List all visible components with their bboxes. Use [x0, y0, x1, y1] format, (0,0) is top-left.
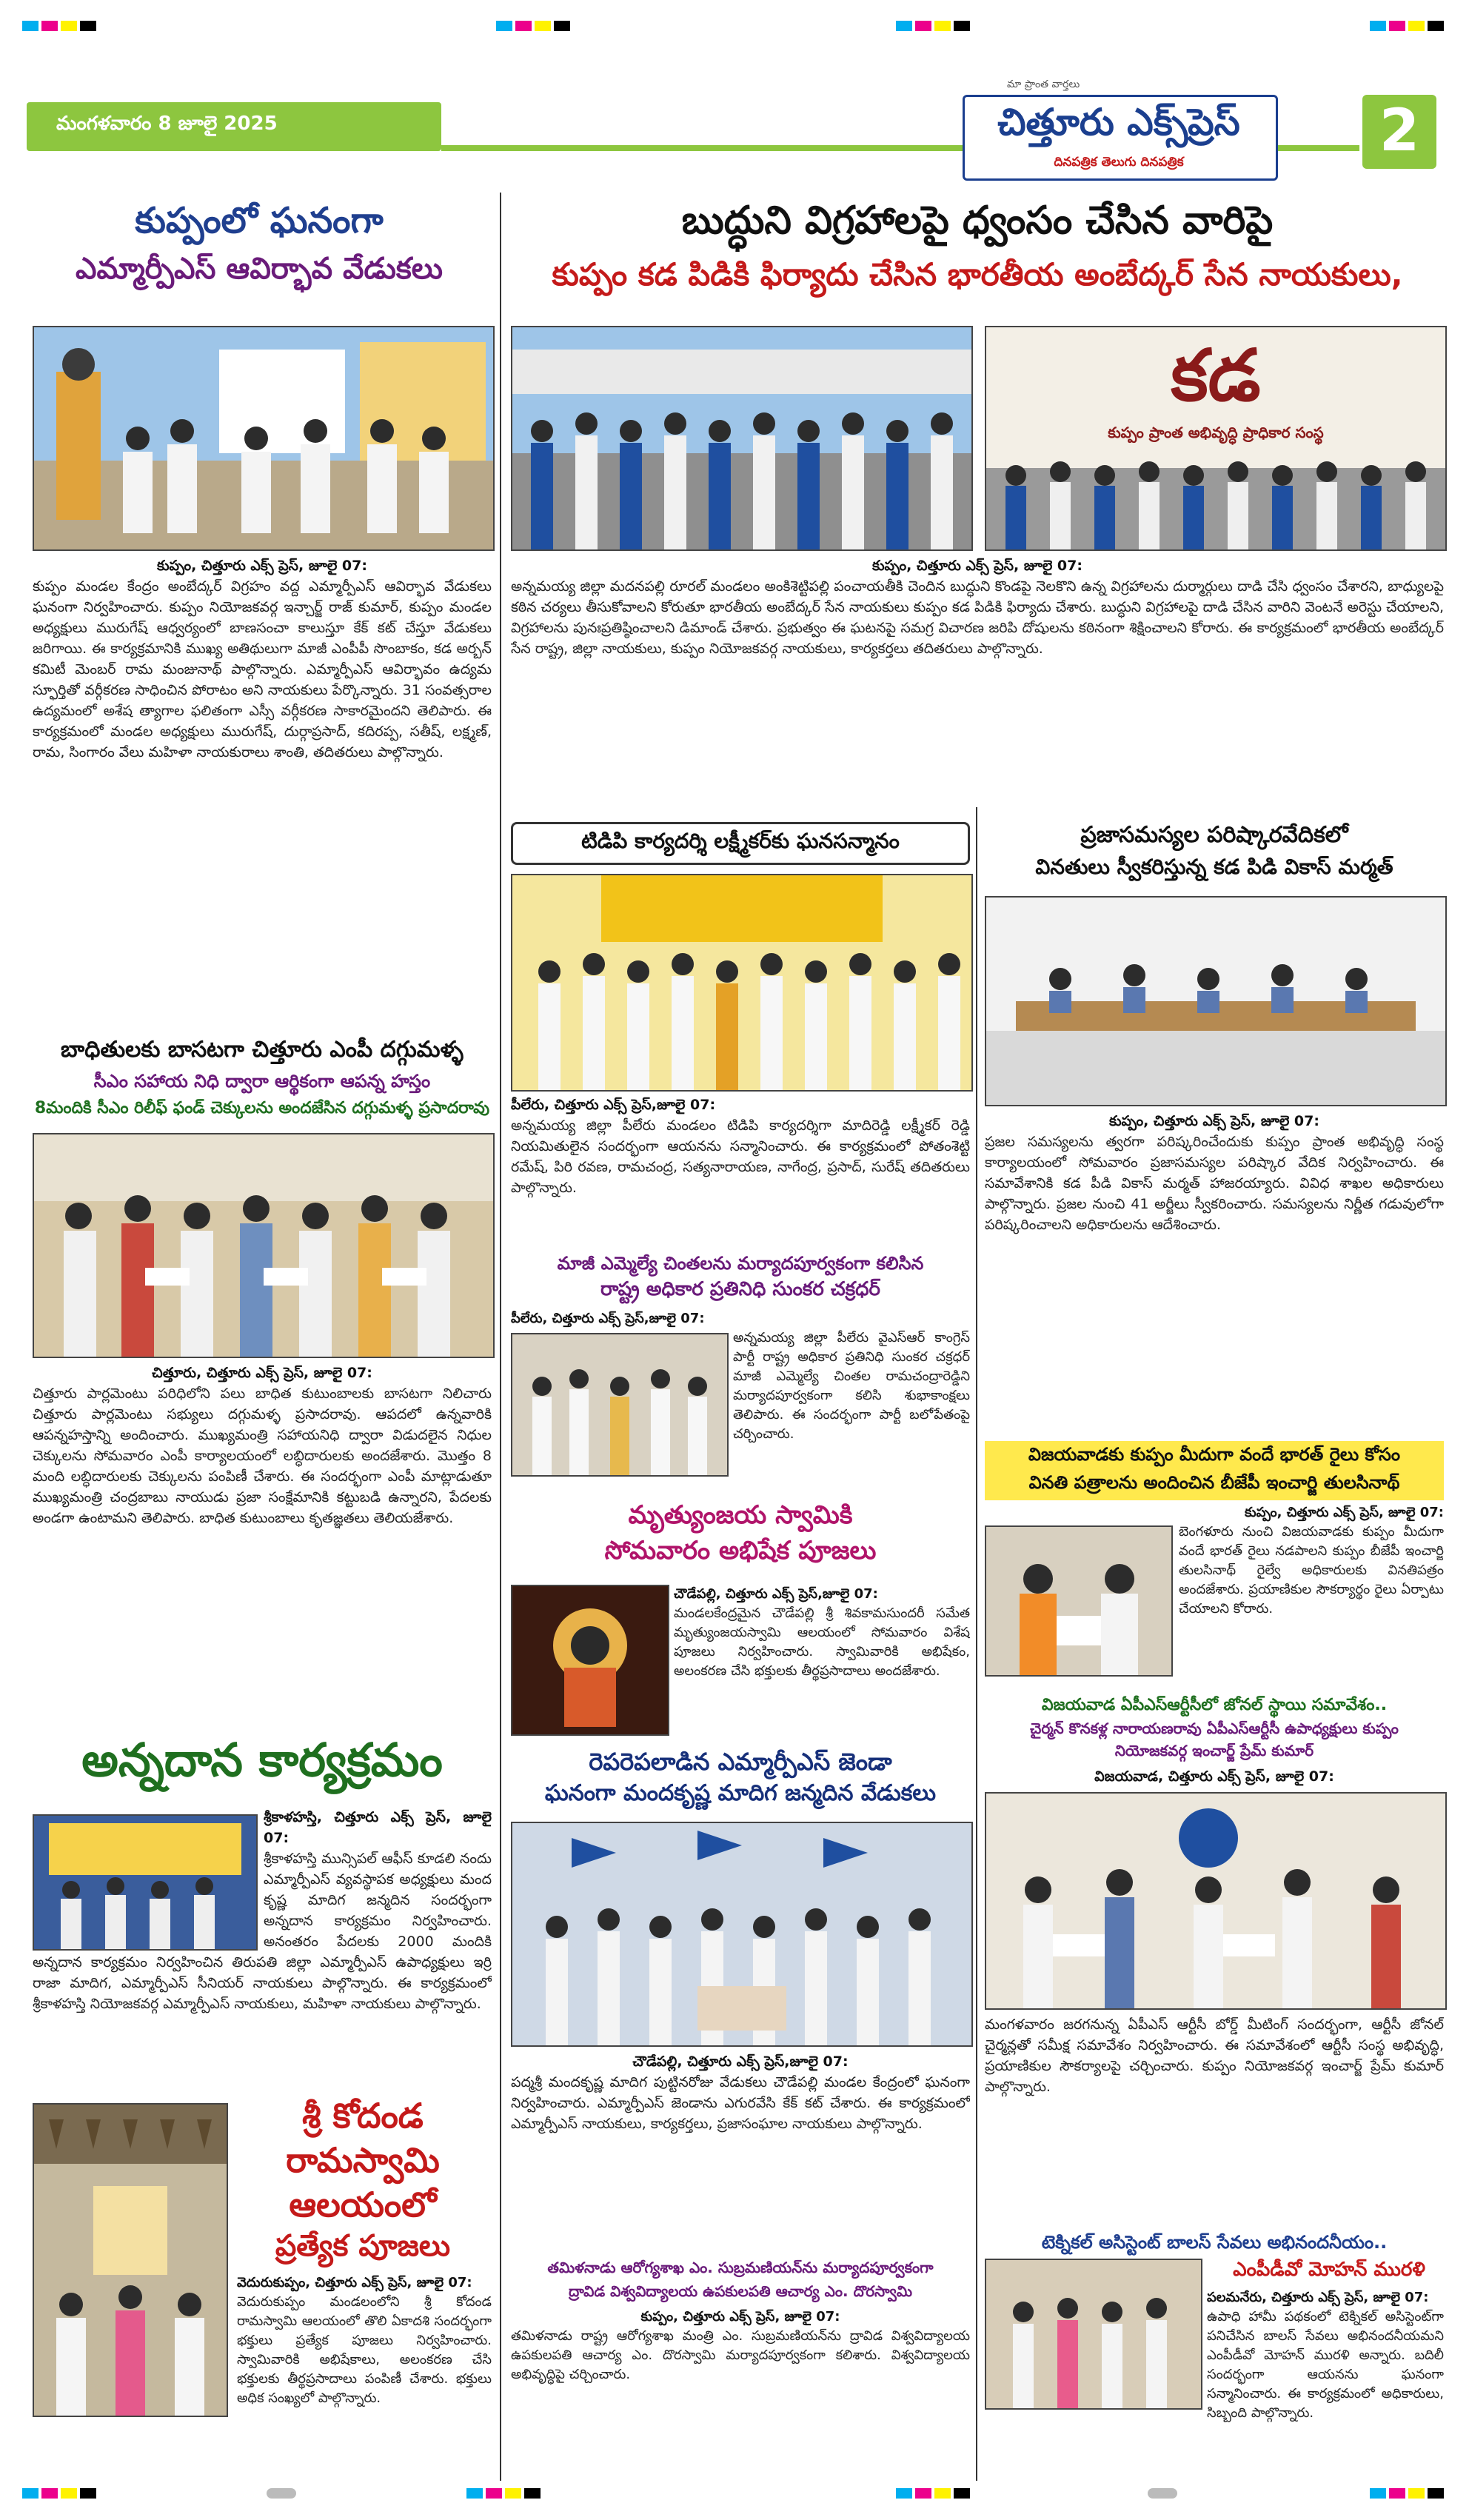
minister-article: [511, 2307, 970, 2456]
minister-title-1: తమిళనాడు ఆరోగ్యశాఖ ఎం. సుబ్రమణియన్‌ను మర్యాదపూర్వకంగా: [547, 2259, 934, 2276]
kodanda-photo: [33, 2103, 228, 2417]
mrps-article: [33, 555, 492, 1037]
vande-title-1: విజయవాడకు కుప్పం మీదుగా వందే భారత్ రైలు కోసం: [985, 1441, 1444, 1472]
kada-body: ప్రజల సమస్యలను త్వరగా పరిష్కరించేందుకు కుప్పం ప్రాంత అభివృద్ధి సంస్థ కార్యాలయంలో సోమవారం ప్రజాసమస్యల పరిష్కార వేదిక నిర్వహించారు. ఈ సమావేశానికి కడ పీడి వికాస్ మర్మత్ హాజరయ్యారు. వివిధ శాఖల అధికారులు పాల్గొన్నారు. ప్రజల నుంచి 41 అర్జీలు స్వీకరించారు. సమస్యలను నిర్ణీత గడువులోగా పరిష్కరించాలని అధికారులను ఆదేశించారు.: [985, 1134, 1444, 1233]
flag-photo-scene: [512, 1823, 971, 2045]
mp-article: [33, 1363, 492, 1733]
vande-wrap: [985, 1523, 1179, 1678]
issue-date: మంగళవారం 8 జూలై 2025: [56, 113, 278, 135]
masthead: [963, 95, 1278, 181]
mrutyunjaya-wrap: [511, 1585, 674, 1736]
mrps-photo-scene: [34, 327, 493, 549]
flag-article: [511, 2051, 970, 2259]
vande-dateline: కుప్పం, చిత్తూరు ఎక్స్ ప్రెస్, జూలై 07:: [1245, 1505, 1444, 1520]
page-number-box: [1362, 95, 1436, 169]
tdp-title: టిడిపి కార్యదర్శి లక్ష్మీకర్‌కు ఘనసన్మానం: [511, 822, 970, 865]
kada-dateline: కుప్పం, చిత్తూరు ఎక్స్ ప్రెస్, జూలై 07:: [1109, 1113, 1319, 1129]
main-photo-left: [511, 326, 973, 551]
main-article: [511, 555, 1444, 800]
mrps-dateline: కుప్పం, చిత్తూరు ఎక్స్ ప్రెస్, జూలై 07:: [157, 558, 367, 574]
column-rule-right: [976, 807, 977, 2481]
tdp-photo: [511, 874, 973, 1092]
mrps-title-1: కుప్పంలో ఘనంగా: [135, 200, 384, 241]
kodanda-title-3: ఆలయంలో: [289, 2185, 437, 2225]
mrutyunjaya-body: మండలకేంద్రమైన చౌడేపల్లి శ్రీ శివకామసుందరీ సమేత మృత్యుంజయస్వామి ఆలయంలో సోమవారం విశేష పూజలు నిర్వహించారు. స్వామివారికి అభిషేకం, అలంకరణ చేసి భక్తులకు తీర్థప్రసాదాలు అందజేశారు.: [674, 1605, 970, 1679]
ex-mla-title-1: మాజీ ఎమ్మెల్యే చింతలను మర్యాదపూర్వకంగా కలిసిన: [557, 1253, 924, 1274]
mrutyunjaya-dateline: చౌడేపల్లి, చిత్తూరు ఎక్స్ ప్రెస్,జూలై 07:: [674, 1586, 878, 1602]
kada-sign: కడ: [1171, 333, 1261, 417]
kada-title-1: ప్రజాసమస్యల పరిష్కారవేదికలో: [1080, 822, 1348, 848]
main-headline-2: కుప్పం కడ పిడికి ఫిర్యాదు చేసిన భారతీయ అంబేద్కర్ సేన నాయకులు,: [552, 256, 1403, 293]
aptirc-title-1: విజయవాడ ఏపీఎస్ఆర్టీసీలో జోనల్ స్థాయి సమావేశం..: [1041, 1696, 1388, 1714]
kada-photo-scene: [986, 898, 1445, 1105]
mp-title: బాధితులకు బాసటగా చిత్తూరు ఎంపీ దగ్గుమళ్ళ: [61, 1037, 464, 1063]
technical-wrap: [985, 2288, 1207, 2411]
ex-mla-article: [511, 1309, 970, 1494]
technical-dateline: పలమనేరు, చిత్తూరు ఎక్స్ ప్రెస్, జూలై 07:: [1207, 2290, 1429, 2305]
minister-title-2: ద్రావిడ విశ్వవిద్యాలయ ఉపకులపతి ఆచార్య ఎం. దొరస్వామి: [569, 2282, 912, 2300]
masthead-title: చిత్తూరు ఎక్స్‌ప్రెస్: [997, 100, 1240, 144]
date-band: [27, 102, 441, 151]
technical-title: టెక్నికల్ అసిస్టెంట్ బాలస్ సేవలు అభినందనీయం..: [1041, 2232, 1388, 2253]
kodanda-title-1: శ్రీ కోదండ: [302, 2096, 424, 2136]
tdp-article: [511, 1094, 970, 1250]
technical-body: ఉపాధి హామీ పథకంలో టెక్నికల్ అసిస్టెంట్‌గా పనిచేసిన బాలస్ సేవలు అభినందనీయమని ఎంపీడీవో మోహన్ మురళి అన్నారు. బదిలీ సందర్భంగా ఆయనను ఘనంగా సన్మానించారు. ఈ కార్యక్రమంలో అధికారులు, సిబ్బంది పాల్గొన్నారు.: [1207, 2309, 1444, 2421]
main-body: అన్నమయ్య జిల్లా మదనపల్లి రూరల్ మండలం అంకిశెట్టిపల్లి పంచాయతీకి చెందిన బుద్ధుని కొండపై నెలకొని ఉన్న విగ్రహాలను దుర్మార్గులు దాడి చేసి ధ్వంసం చేశారని, బాధ్యులపై కఠిన చర్యలు తీసుకోవాలని కోరుతూ భారతీయ అంబేద్కర్ సేన నాయకులు కుప్పం కడ పిడికి ఫిర్యాదు చేశారు. బుద్ధుని విగ్రహాలపై దాడి చేసిన వారిని వెంటనే అరెస్టు చేయాలని, విగ్రహాలను పునఃప్రతిష్ఠించాలని డిమాండ్ చేశారు. ప్రభుత్వం ఈ ఘటనపై సమగ్ర విచారణ జరిపి దోషులను కఠినంగా శిక్షించాలని కోరారు. ఈ కార్యక్రమంలో భారతీయ అంబేద్కర్ సేన రాష్ట్ర, జిల్లా నాయకులు, కుప్పం నియోజకవర్గ నాయకులు, కార్యకర్తలు తదితరులు పాల్గొన్నారు.: [511, 578, 1444, 657]
annadana-title: అన్నదాన కార్యక్రమం: [81, 1733, 443, 1787]
kodanda-title-4: ప్రత్యేక పూజలు: [275, 2229, 451, 2263]
annadana-dateline: శ్రీకాళహస్తి, చిత్తూరు ఎక్స్ ప్రెస్, జూలై 07:: [264, 1809, 492, 1846]
vande-title-2: వినతి పత్రాలను అందించిన బీజేపీ ఇంచార్జి తులసినాథ్: [985, 1469, 1444, 1500]
mrps-title-2: ఎమ్మార్పీఎస్ ఆవిర్భావ వేడుకలు: [76, 252, 443, 286]
flag-photo: [511, 1822, 973, 2047]
annadana-body: శ్రీకాళహస్తి మున్సిపల్ ఆఫీస్ కూడలి నందు ఎమ్మార్పీఎస్ వ్యవస్థాపక అధ్యక్షులు మంద కృష్ణ మాదిగ జన్మదిన సందర్భంగా అన్నదాన కార్యక్రమం నిర్వహించారు. అనంతరం పేదలకు 2000 మందికి అన్నదాన కార్యక్రమం నిర్వహించిన తిరుపతి జిల్లా ఎమ్మార్పీఎస్ ఉపాధ్యక్షులు ఇర్రి రాజా మాదిగ, ఎమ్మార్పీఎస్ సీనియర్ నాయకులు పాల్గొన్నారు. ఈ కార్యక్రమంలో శ్రీకాళహస్తి నియోజకవర్గ ఎమ్మార్పీఎస్ నాయకులు, మహిళా నాయకులు పాల్గొన్నారు.: [33, 1851, 492, 2012]
mp-photo-scene: [34, 1134, 493, 1357]
aptirc-body: మంగళవారం జరగనున్న ఏపీఎస్ ఆర్టీసీ బోర్డ్ మీటింగ్ సందర్భంగా, ఆర్టీసీ జోనల్ చైర్మన్లతో సమీక్ష సమావేశం నిర్వహించారు. ఈ సమావేశంలో ఆర్టీసీ సంస్థ అభివృద్ధి, ప్రయాణికుల సౌకర్యాలపై చర్చించారు. కుప్పం నియోజకవర్గ ఇంచార్జ్ ప్రేమ్ కుమార్ పాల్గొన్నారు.: [985, 2016, 1444, 2095]
kada-photo: [985, 896, 1447, 1106]
mrutyunjaya-title-1: మృత్యుంజయ స్వామికి: [628, 1500, 853, 1530]
registration-marks-bottom: [22, 2482, 1451, 2504]
ex-mla-body: అన్నమయ్య జిల్లా పీలేరు వైఎస్ఆర్ కాంగ్రెస్ పార్టీ రాష్ట్ర అధికార ప్రతినిధి సుంకర చక్రధర్ మాజీ ఎమ్మెల్యే చింతల రామచంద్రారెడ్డిని మర్యాదపూర్వకంగా కలిసి శుభాకాంక్షలు తెలిపారు. ఈ సందర్భంగా పార్టీ బలోపేతంపై చర్చించారు.: [733, 1330, 970, 1442]
vande-article: [985, 1503, 1444, 1688]
registration-marks-top: [22, 15, 1451, 37]
kada-sign-sub: కుప్పం ప్రాంత అభివృద్ధి ప్రాధికార సంస్థ: [1108, 424, 1324, 441]
ex-mla-dateline: పీలేరు, చిత్తూరు ఎక్స్ ప్రెస్,జూలై 07:: [511, 1311, 705, 1326]
mp-sub-1: సీఎం సహాయ నిధి ద్వారా ఆర్థికంగా ఆపన్న హస్తం: [93, 1071, 431, 1092]
ex-mla-wrap: [511, 1328, 733, 1477]
kodanda-dateline: వెదురుకుప్పం, చిత్తూరు ఎక్స్ ప్రెస్, జూలై 07:: [237, 2275, 472, 2290]
top-tag: మా ప్రాంత వార్తలు: [1007, 78, 1080, 90]
mrutyunjaya-title-2: సోమవారం అభిషేక పూజలు: [604, 1536, 877, 1565]
flag-body: పద్మశ్రీ మందకృష్ణ మాదిగ పుట్టినరోజు వేడుకలు చౌడేపల్లి మండల కేంద్రంలో ఘనంగా నిర్వహించారు. ఎమ్మార్పీఎస్ జెండాను ఎగురవేసి కేక్ కట్ చేశారు. ఈ కార్యక్రమంలో ఎమ్మార్పీఎస్ నాయకులు, కార్యకర్తలు, ప్రజాసంఘాల నాయకులు పాల్గొన్నారు.: [511, 2074, 970, 2132]
mrutyunjaya-article: [511, 1585, 970, 1740]
tdp-dateline: పీలేరు, చిత్తూరు ఎక్స్ ప్రెస్,జూలై 07:: [511, 1097, 716, 1113]
kodanda-article: [237, 2273, 492, 2422]
aptirc-photo-scene: [986, 1794, 1445, 2008]
main-headline-1: బుద్ధుని విగ్రహాలపై ధ్వంసం చేసిన వారిపై: [681, 198, 1274, 243]
aptirc-dateline: విజయవాడ, చిత్తూరు ఎక్స్ ప్రెస్, జూలై 07:: [1094, 1768, 1334, 1785]
flag-title-2: ఘనంగా మందకృష్ణ మాదిగ జన్మదిన వేడుకలు: [544, 1780, 937, 1806]
tdp-photo-scene: [512, 875, 971, 1090]
ex-mla-title-2: రాష్ట్ర అధికార ప్రతినిధి సుంకర చక్రధర్: [600, 1278, 880, 1300]
mp-body: చిత్తూరు పార్లమెంటు పరిధిలోని పలు బాధిత కుటుంబాలకు బాసటగా నిలిచారు చిత్తూరు పార్లమెంటు సభ్యులు దగ్గుమళ్ళ ప్రసాదరావు. ఆపదలో ఉన్నవారికి ఆపన్నహస్తాన్ని అందించారు. ముఖ్యమంత్రి సహాయనిధి ద్వారా విడుదలైన నిధుల చెక్కులను సోమవారం ఎంపీ కార్యాలయంలో లబ్ధిదారులకు అందజేశారు. మొత్తం 8 మంది లబ్ధిదారులకు చెక్కులను పంపిణీ చేశారు. ఈ సందర్భంగా ఎంపీ మాట్లాడుతూ ముఖ్యమంత్రి చంద్రబాబు నాయుడు ప్రజా సంక్షేమానికి కట్టుబడి ఉన్నారని, పేదలకు అండగా ఉంటామని తెలిపారు. బాధిత కుటుంబాలు కృతజ్ఞతలు తెలియజేశారు.: [33, 1386, 492, 1526]
vande-body: బెంగళూరు నుంచి విజయవాడకు కుప్పం మీదుగా వందే భారత్ రైలు నడపాలని కుప్పం బీజేపీ ఇంచార్జి తులసినాథ్ రైల్వే అధికారులకు వినతిపత్రం అందజేశారు. ప్రయాణికుల సౌకర్యార్థం రైలు ఏర్పాటు చేయాలని కోరారు.: [1179, 1524, 1444, 1617]
masthead-subtitle: దినపత్రిక తెలుగు దినపత్రిక: [1054, 155, 1184, 170]
mp-photo: [33, 1133, 495, 1358]
mrps-photo: [33, 326, 495, 551]
kodanda-body: వెదురుకుప్పం మండలంలోని శ్రీ కోదండ రామస్వామి ఆలయంలో తొలి ఏకాదశి సందర్భంగా భక్తులు ప్రత్యేక పూజలు నిర్వహించారు. స్వామివారికి అభిషేకాలు, అలంకరణ చేసి భక్తులకు తీర్థప్రసాదాలు పంపిణీ చేశారు. భక్తులు అధిక సంఖ్యలో పాల్గొన్నారు.: [237, 2294, 492, 2406]
aptirc-article: [985, 2014, 1444, 2229]
page-number: 2: [1379, 98, 1420, 164]
flag-dateline: చౌడేపల్లి, చిత్తూరు ఎక్స్ ప్రెస్,జూలై 07:: [632, 2053, 849, 2070]
kodanda-photo-scene: [34, 2105, 227, 2416]
minister-body: తమిళనాడు రాష్ట్ర ఆరోగ్యశాఖ మంత్రి ఎం. సుబ్రమణియన్‌ను ద్రావిడ విశ్వవిద్యాలయ ఉపకులపతి ఆచార్య ఎం. దొరస్వామి మర్యాదపూర్వకంగా కలిశారు. విశ్వవిద్యాలయ అభివృద్ధిపై చర్చించారు.: [511, 2328, 970, 2382]
aptirc-photo: [985, 1792, 1447, 2010]
mrps-body: కుప్పం మండల కేంద్రం అంబేద్కర్ విగ్రహం వద్ద ఎమ్మార్పీఎస్ ఆవిర్భావ వేడుకలు ఘనంగా నిర్వహించారు. కుప్పం నియోజకవర్గ ఇన్చార్జ్ రాజ్ కుమార్, కుప్పం మండల అధ్యక్షులు మురుగేష్ ఆధ్వర్యంలో బాణసంచా కాలుస్తూ కేక్ కట్ చేస్తూ వేడుకలు జరిగాయి. ఈ కార్యక్రమానికి ముఖ్య అతిథులుగా మాజీ ఎంపీపీ సొంబాకం, కడ అర్బన్ కమిటీ మెంబర్ రామ మంజునాథ్ పాల్గొన్నారు. ఎమ్మార్పీఎస్ ఆవిర్భావం ఉద్యమ స్ఫూర్తితో వర్గీకరణ సాధించిన పోరాటం అని నాయకులు పేర్కొన్నారు. 31 సంవత్సరాల ఉద్యమంలో అశేష త్యాగాల ఫలితంగా ఎస్సీ వర్గీకరణ సాకారమైందని తెలిపారు. ఈ కార్యక్రమంలో మండల అధ్యక్షులు మురుగేష్, దుర్గాప్రసాద్, కదిరప్ప, సతీష్, లక్ష్మణ్, రామ, సింగారం వేలు మహిళా నాయకురాలు శాంతి, తదితరులు పాల్గొన్నారు.: [33, 578, 492, 761]
aptirc-title-2: చైర్మన్ కొనకళ్ల నారాయణరావు ఏపీఎస్ఆర్టీసీ ఉపాధ్యక్షులు కుప్పం: [1030, 1719, 1399, 1737]
tdp-body: అన్నమయ్య జిల్లా పీలేరు మండలం టిడిపి కార్యదర్శిగా మాదిరెడ్డి లక్ష్మీకర్ రెడ్డి నియమితులైన సందర్భంగా ఆయనను సన్మానించారు. ఈ కార్యక్రమంలో పోతంశెట్టి రమేష్, పిరి రవణ, రామచంద్ర, సత్యనారాయణ, నాగేంద్ర, ప్రసాద్, సురేష్ తదితరులు పాల్గొన్నారు.: [511, 1117, 970, 1196]
kada-title-2: వినతులు స్వీకరిస్తున్న కడ పిడి వికాస్ మర్మత్: [1035, 855, 1393, 879]
mp-sub-2: 8మందికి సీఎం రిలీఫ్ ఫండ్ చెక్కులను అందజేసిన దగ్గుమళ్ళ ప్రసాదరావు: [34, 1099, 490, 1117]
kada-article: [985, 1111, 1444, 1437]
kodanda-title-2: రామస్వామి: [286, 2140, 440, 2180]
aptirc-title-3: నియోజకవర్గ ఇంచార్జ్ ప్రేమ్ కుమార్: [1114, 1742, 1314, 1759]
main-dateline: కుప్పం, చిత్తూరు ఎక్స్ ప్రెస్, జూలై 07:: [872, 558, 1082, 574]
flag-title-1: రెపరెపలాడిన ఎమ్మార్పీఎస్ జెండా: [589, 1748, 892, 1776]
technical-article: [985, 2288, 1444, 2466]
mp-dateline: చిత్తూరు, చిత్తూరు ఎక్స్ ప్రెస్, జూలై 07:: [152, 1365, 372, 1381]
minister-dateline: కుప్పం, చిత్తూరు ఎక్స్ ప్రెస్, జూలై 07:: [640, 2309, 840, 2325]
main-photo-left-scene: [512, 327, 971, 549]
registration-bars-top: [22, 15, 1451, 37]
annadana-article: [33, 1807, 492, 2088]
registration-bars-bottom: [22, 2482, 1451, 2504]
technical-sub: ఎంపీడీవో మోహన్ మురళి: [1233, 2259, 1425, 2281]
column-rule-left: [500, 193, 501, 2481]
main-photo-right: [985, 326, 1447, 551]
annadana-wrap: [33, 1807, 264, 1952]
